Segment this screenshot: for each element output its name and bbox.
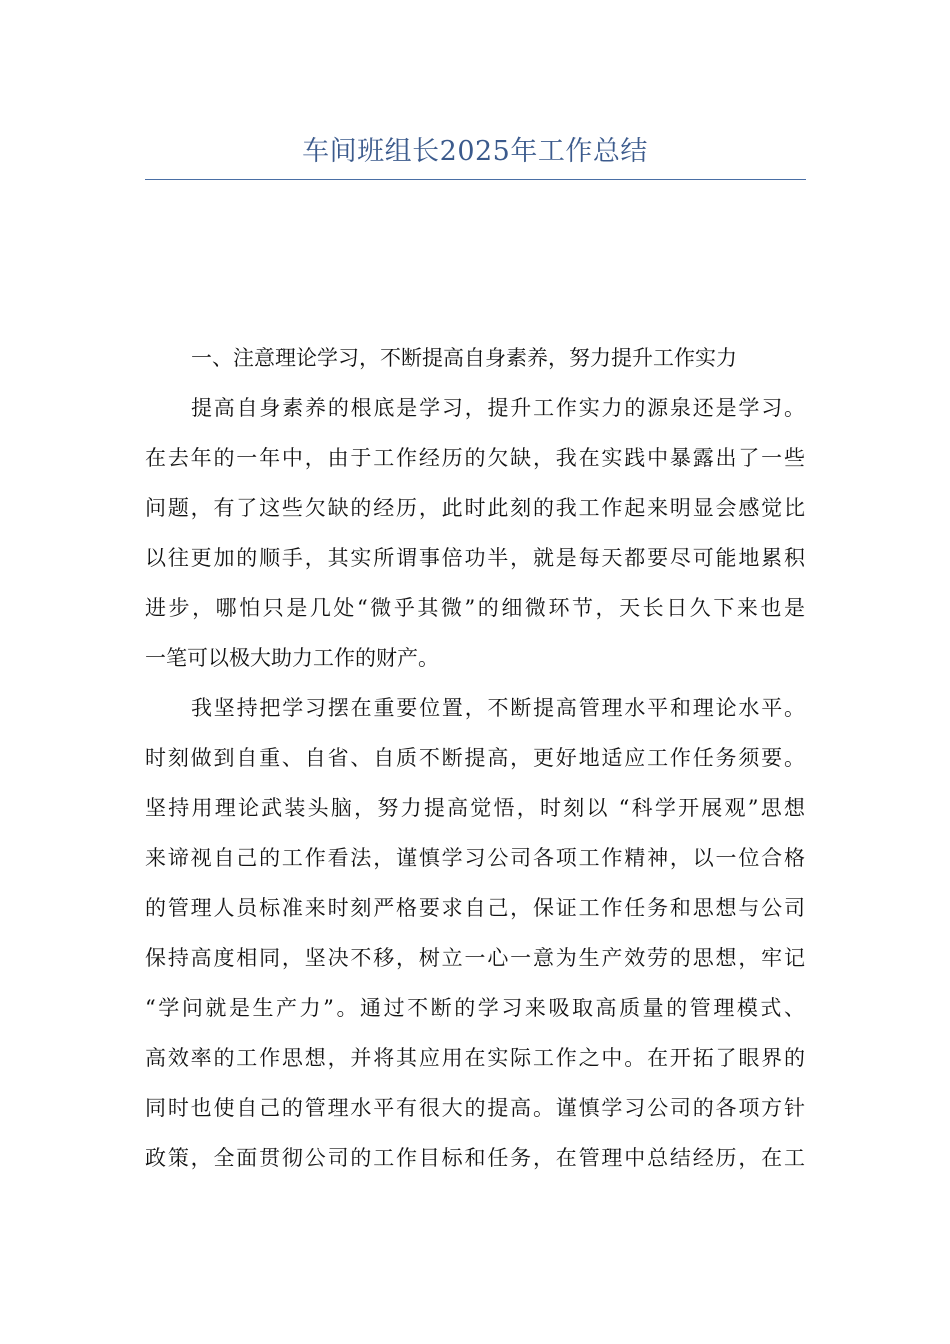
document-title: 车间班组长2025年工作总结 xyxy=(302,136,648,167)
body-text-line: 高效率的工作思想，并将其应用在实际工作之中。在开拓了眼界的 xyxy=(145,1046,805,1070)
body-text-line: 的管理人员标准来时刻严格要求自己，保证工作任务和思想与公司 xyxy=(145,896,805,920)
body-text-line: 在去年的一年中，由于工作经历的欠缺，我在实践中暴露出了一些 xyxy=(145,446,805,470)
body-text-line: 进步，哪怕只是几处“微乎其微”的细微环节，天长日久下来也是 xyxy=(145,596,805,620)
body-text-line: 一、注意理论学习，不断提高自身素养，努力提升工作实力 xyxy=(191,346,737,370)
body-text-line: 来谛视自己的工作看法，谨慎学习公司各项工作精神，以一位合格 xyxy=(145,846,805,870)
body-text-line: 提高自身素养的根底是学习，提升工作实力的源泉还是学习。 xyxy=(191,396,805,420)
body-text-line: 保持高度相同，坚决不移，树立一心一意为生产效劳的思想，牢记 xyxy=(145,946,805,970)
body-text-line: 以往更加的顺手，其实所谓事倍功半，就是每天都要尽可能地累积 xyxy=(145,546,805,570)
body-text-line: 问题，有了这些欠缺的经历，此时此刻的我工作起来明显会感觉比 xyxy=(145,496,805,520)
body-text-line: 坚持用理论武装头脑，努力提高觉悟，时刻以 “科学开展观”思想 xyxy=(145,796,805,820)
body-text-line: 同时也使自己的管理水平有很大的提高。谨慎学习公司的各项方针 xyxy=(145,1096,805,1120)
document-body xyxy=(145,333,805,1183)
body-text-line: “学问就是生产力”。通过不断的学习来吸取高质量的管理模式、 xyxy=(145,996,805,1020)
title-underline xyxy=(145,179,806,180)
body-text-line: 时刻做到自重、自省、自质不断提高，更好地适应工作任务须要。 xyxy=(145,746,805,770)
body-text-line: 一笔可以极大助力工作的财产。 xyxy=(145,646,439,670)
body-text-line: 我坚持把学习摆在重要位置，不断提高管理水平和理论水平。 xyxy=(191,696,805,720)
body-text-line: 政策，全面贯彻公司的工作目标和任务，在管理中总结经历，在工 xyxy=(145,1146,805,1170)
